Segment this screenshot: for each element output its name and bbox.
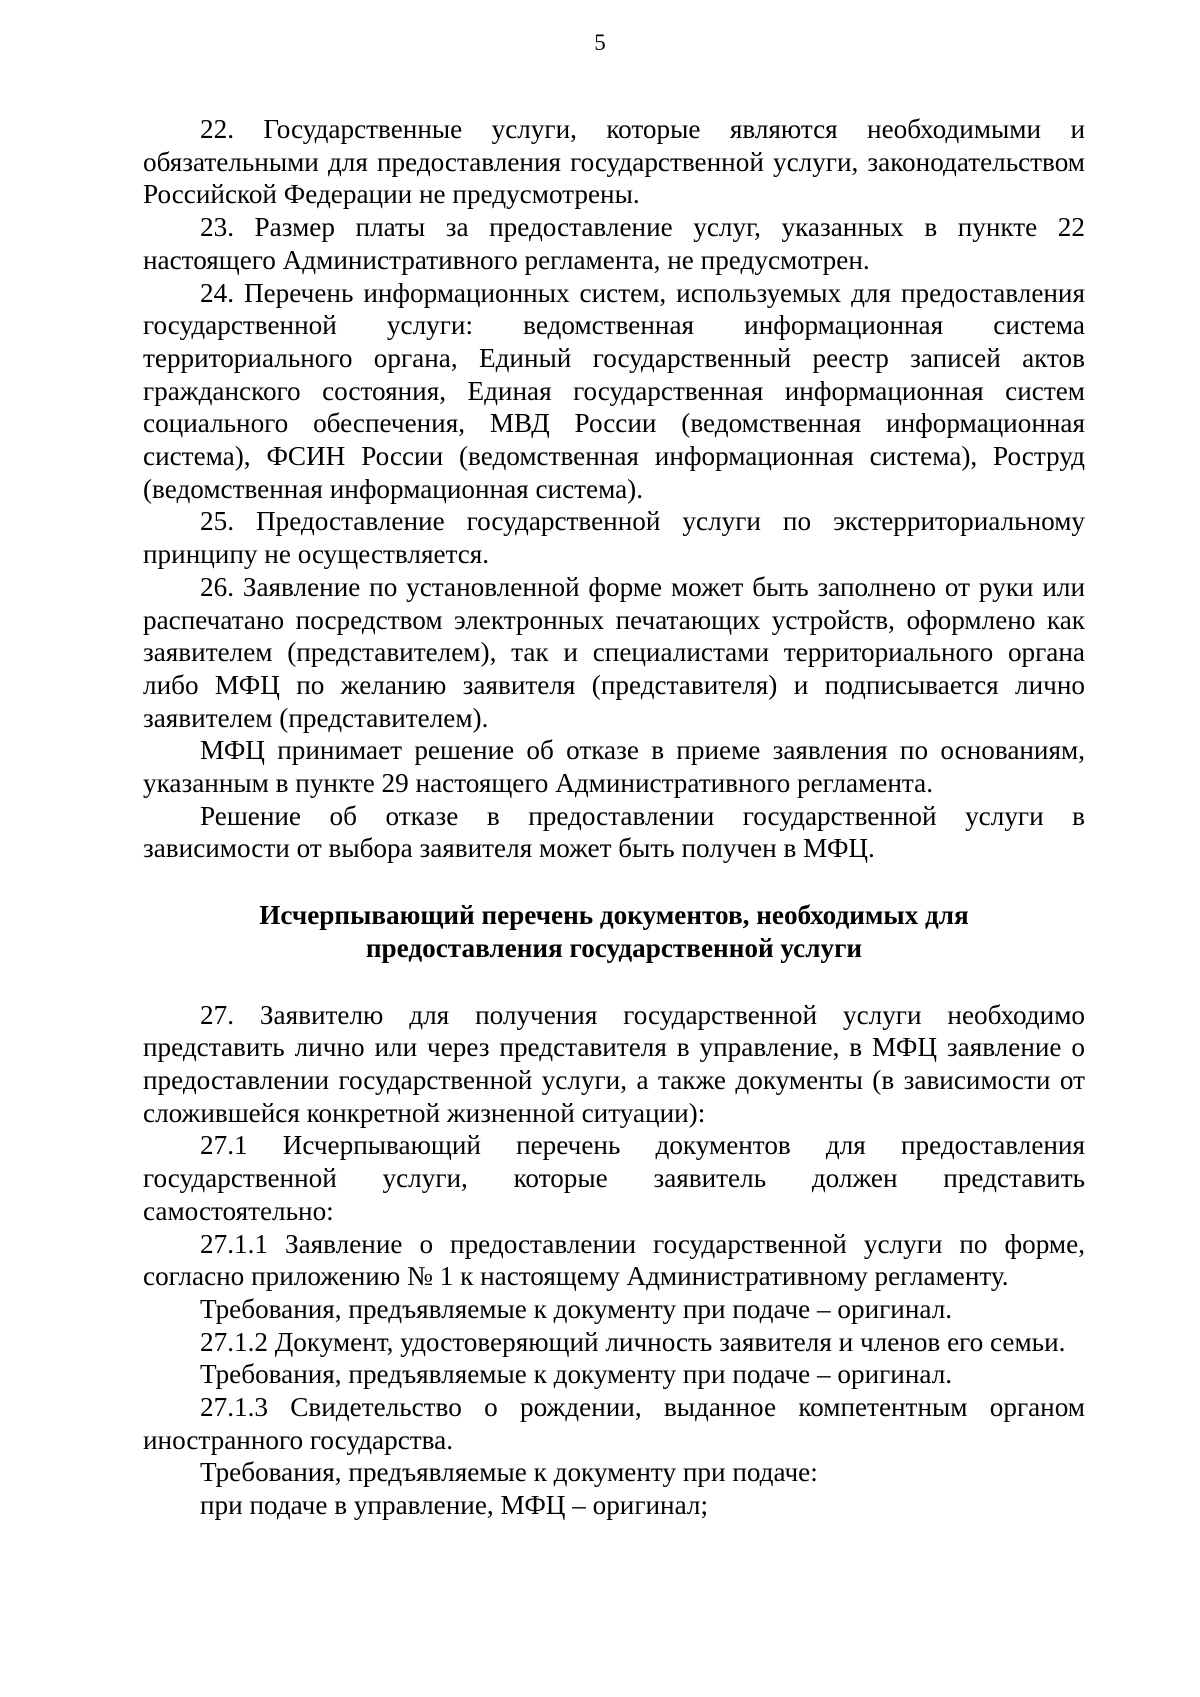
requirement-original-2: Требования, предъявляемые к документу при подаче – оригинал.: [200, 1359, 953, 1390]
section-heading: [143, 899, 1085, 964]
section-heading-line-1: Исчерпывающий перечень документов, необходимых для: [259, 900, 969, 931]
paragraph-26: 26. Заявление по установленной форме может быть заполнено от руки или распечатано посредством электронных печатающих устройств, оформлено как заявителем (представителем), так и специалистами территориального органа либо МФЦ по желанию заявителя (представителя) и подписывается лично заявителем (представителем).: [143, 571, 1085, 733]
paragraph-25: 25. Предоставление государственной услуги по экстерриториальному принципу не осуществляется.: [143, 506, 1085, 570]
requirement-original-1: Требования, предъявляемые к документу при подаче – оригинал.: [200, 1293, 953, 1324]
paragraph-22: 22. Государственные услуги, которые являются необходимыми и обязательными для предоставления государственной услуги, законодательством Российской Федерации не предусмотрены.: [143, 114, 1085, 210]
paragraph-27-1-2: 27.1.2 Документ, удостоверяющий личность заявителя и членов его семьи.: [200, 1326, 1066, 1357]
paragraph-27-1-1: 27.1.1 Заявление о предоставлении государственной услуги по форме, согласно приложению № 1 к настоящему Административному регламенту.: [143, 1228, 1085, 1292]
paragraph-23: 23. Размер платы за предоставление услуг, указанных в пункте 22 настоящего Административного регламента, не предусмотрен.: [143, 212, 1085, 275]
paragraph-27-1: 27.1 Исчерпывающий перечень документов для предоставления государственной услуги, которые заявитель должен представить самостоятельно:: [143, 1130, 1085, 1226]
requirement-intro: Требования, предъявляемые к документу при подаче:: [200, 1457, 818, 1488]
page-number: 5: [594, 30, 606, 55]
document-body: [143, 113, 1085, 1522]
paragraph-24: 24. Перечень информационных систем, используемых для предоставления государственной услуги: ведомственная информационная система территориального органа, Единый государственный реестр записей актов гражданского состояния, Единая государственная информационная систем социального обеспечения, МВД России (ведомственная информационная система), ФСИН России (ведомственная информационная система), Роструд (ведомственная информационная система).: [143, 277, 1085, 504]
paragraph-27: 27. Заявителю для получения государственной услуги необходимо представить лично или через представителя в управление, в МФЦ заявление о предоставлении государственной услуги, а также документы (в зависимости от сложившейся конкретной жизненной ситуации):: [143, 999, 1085, 1128]
requirement-original-mfc: при подаче в управление, МФЦ – оригинал;: [200, 1490, 709, 1521]
section-heading-line-2: предоставления государственной услуги: [365, 932, 863, 963]
paragraph-27-1-3: 27.1.3 Свидетельство о рождении, выданное компетентным органом иностранного государства.: [143, 1392, 1085, 1455]
paragraph-refusal-decision: Решение об отказе в предоставлении государственной услуги в зависимости от выбора заявителя может быть получен в МФЦ.: [143, 800, 1085, 864]
paragraph-mfc-refusal: МФЦ принимает решение об отказе в приеме заявления по основаниям, указанным в пункте 29 настоящего Административного регламента.: [143, 735, 1085, 799]
